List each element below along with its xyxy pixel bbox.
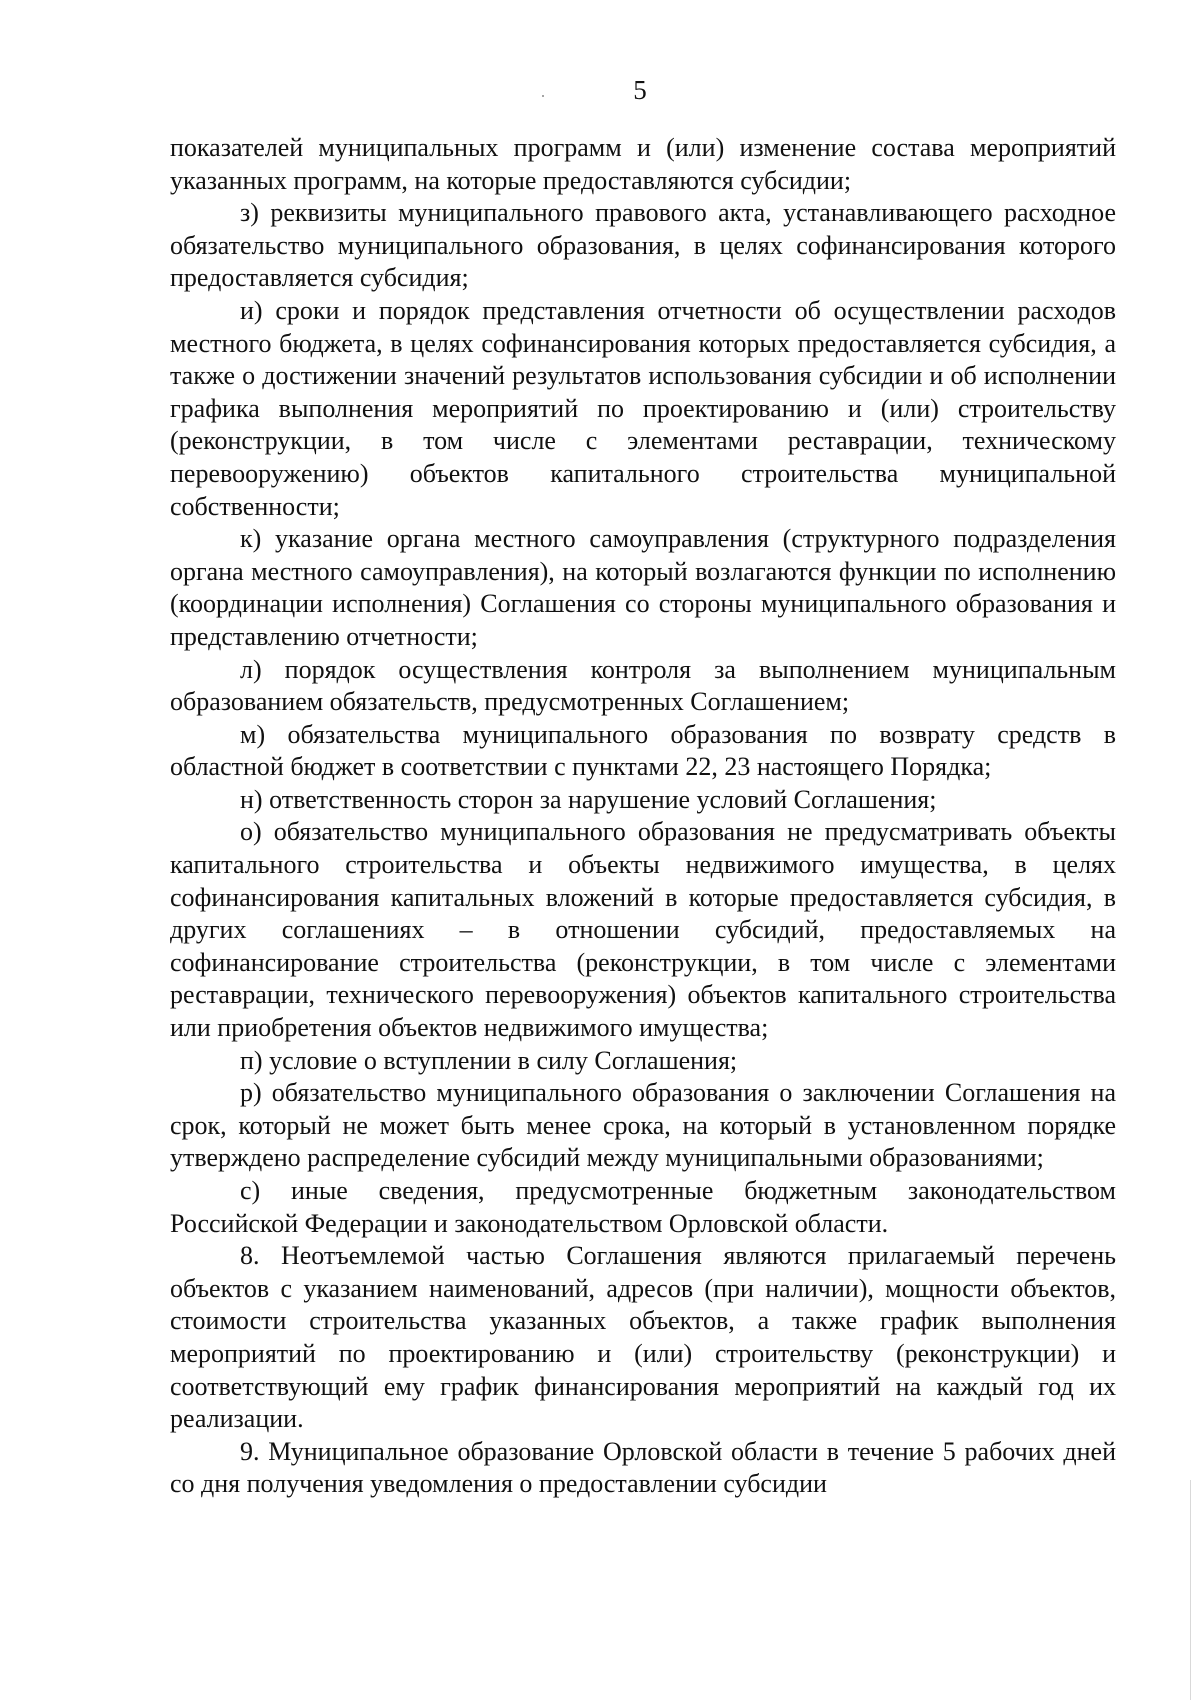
paragraph-s: с) иные сведения, предусмотренные бюджетным законодательством Российской Федерации и законодательством Орловской области. xyxy=(170,1176,1116,1238)
paragraph-r: р) обязательство муниципального образования о заключении Соглашения на срок, который не может быть менее срока, на который в установленном порядке утверждено распределение субсидий между муниципальными образованиями; xyxy=(170,1078,1116,1173)
paragraph-m: м) обязательства муниципального образования по возврату средств в областной бюджет в соответствии с пунктами 22, 23 настоящего Порядка; xyxy=(170,719,1116,782)
paragraph-l: л) порядок осуществления контроля за выполнением муниципальным образованием обязательств, предусмотренных Соглашением; xyxy=(170,654,1116,717)
document-body xyxy=(170,132,1116,1501)
paragraph-i: и) сроки и порядок представления отчетности об осуществлении расходов местного бюджета, в целях софинансирования которых предоставляется субсидия, а также о достижении значений результатов использования субсидии и об исполнении графика выполнения мероприятий по проектированию и (или) строительству (реконструкции, в том числе с элементами реставрации, техническому перевооружению) объектов капитального строительства муниципальной собственности; xyxy=(170,295,1116,521)
paragraph-k: к) указание органа местного самоуправления (структурного подразделения органа местного самоуправления), на который возлагаются функции по исполнению (координации исполнения) Соглашения со стороны муниципального образования и представлению отчетности; xyxy=(170,524,1116,651)
paragraph-n: н) ответственность сторон за нарушение условий Соглашения; xyxy=(240,784,937,814)
paragraph-p: п) условие о вступлении в силу Соглашения; xyxy=(240,1045,738,1075)
paragraph-continuation: показателей муниципальных программ и (или) изменение состава мероприятий указанных программ, на которые предоставляются субсидии; xyxy=(170,133,1116,195)
page-number: 5 xyxy=(633,75,647,105)
paragraph-9: 9. Муниципальное образование Орловской области в течение 5 рабочих дней со дня получения уведомления о предоставлении субсидии xyxy=(170,1436,1116,1499)
paragraph-8: 8. Неотъемлемой частью Соглашения являются прилагаемый перечень объектов с указанием наименований, адресов (при наличии), мощности объектов, стоимости строительства указанных объектов, а также график выполнения мероприятий по проектированию и (или) строительству (реконструкции) и соответствующий ему график финансирования мероприятий на каждый год их реализации. xyxy=(170,1241,1116,1434)
paragraph-z: з) реквизиты муниципального правового акта, устанавливающего расходное обязательство муниципального образования, в целях софинансирования которого предоставляется субсидия; xyxy=(170,198,1116,293)
paragraph-o: о) обязательство муниципального образования не предусматривать объекты капитального строительства и объекты недвижимого имущества, в целях софинансирования капитальных вложений в которые предоставляется субсидия, в других соглашениях – в отношении субсидий, предоставляемых на софинансирование строительства (реконструкции, в том числе с элементами реставрации, технического перевооружения) объектов капитального строительства или приобретения объектов недвижимого имущества; xyxy=(170,817,1116,1043)
scan-edge-line xyxy=(1190,1480,1191,1700)
